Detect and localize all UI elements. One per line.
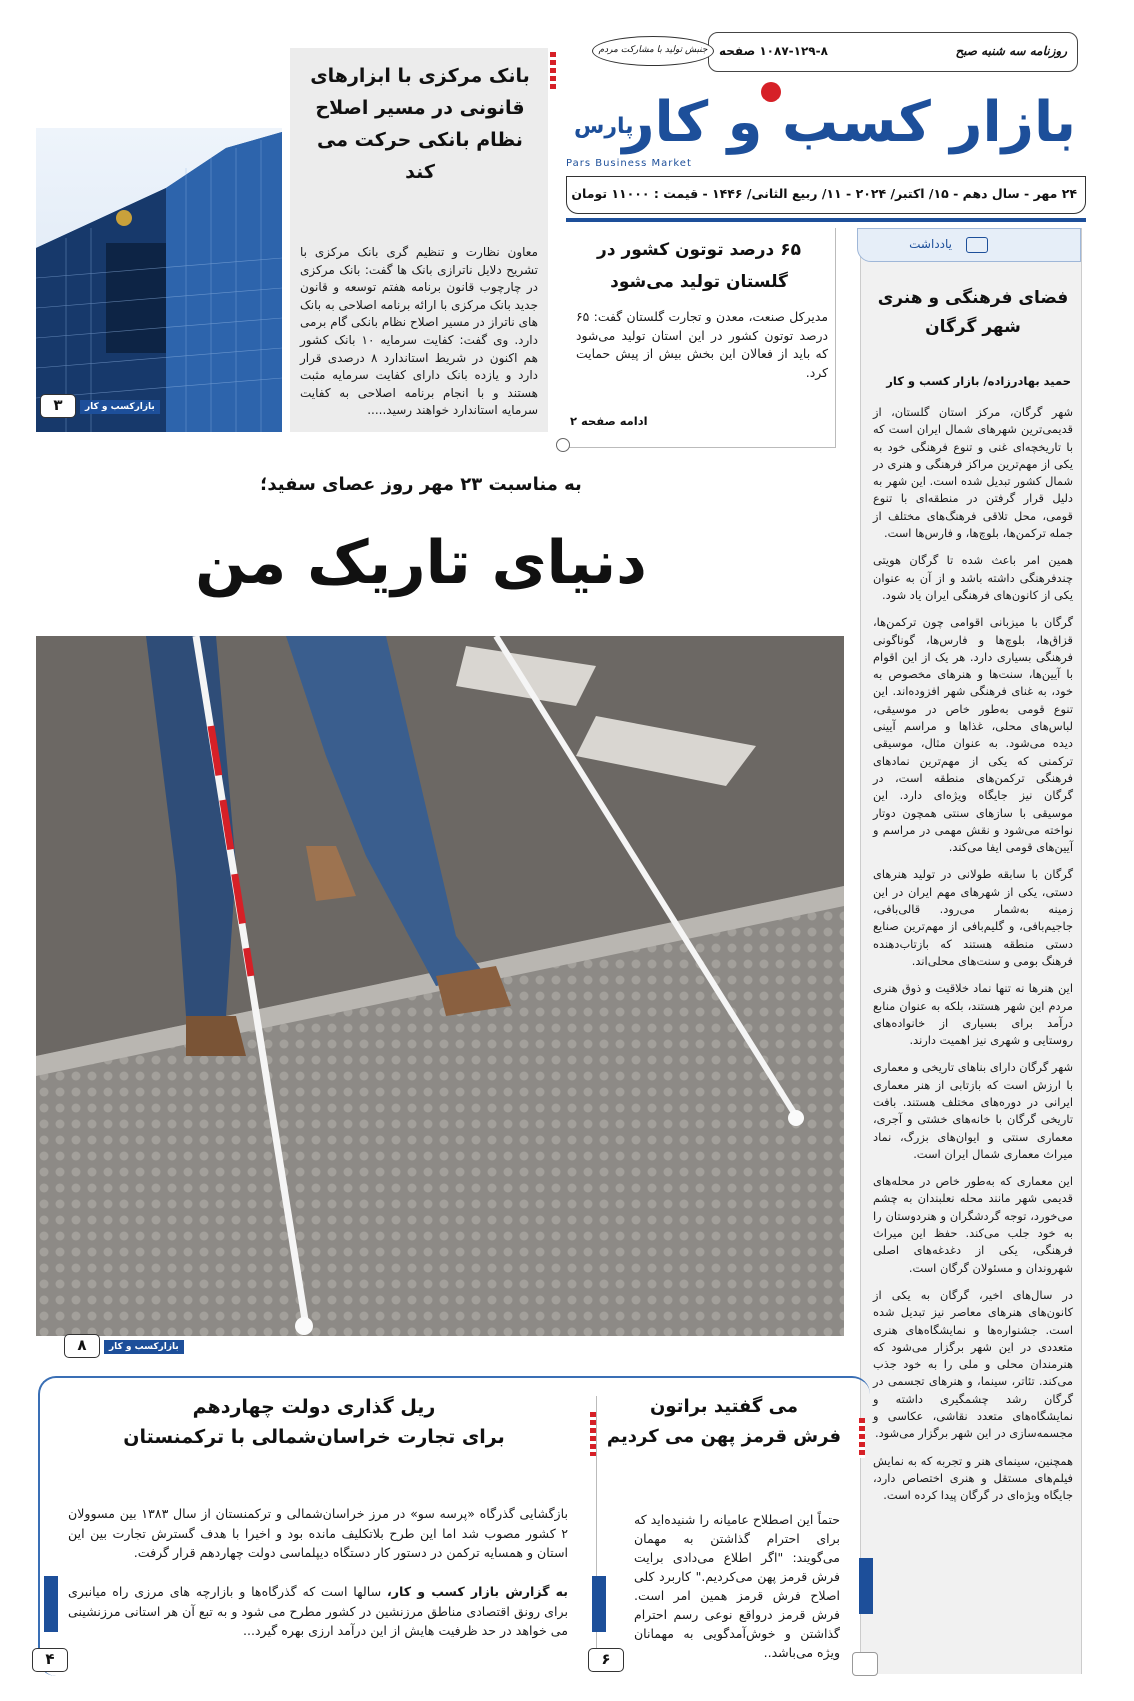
top-story-redbar [550,52,556,92]
bank-building-illustration [36,128,282,432]
masthead [566,28,1086,224]
column-paragraph: در سال‌های اخیر، گرگان به یکی از کانون‌های هنرهای معاصر نیز تبدیل شده است. جشنواره‌ها و نمایشگاه‌های هنری متعددی در این شهر برگزار می‌شود که هنرمندان محلی و ملی را به خود جذب می‌کند. تئاتر، سینما، و هنرهای تجسمی در گرگان رشد چشمگیری داشته و نمایشگاه‌های متعدد نقاشی، عکاسی و مجسمه‌سازی در این شهر برگزار می‌شود. [873,1287,1073,1441]
bank-building-image [36,128,282,432]
tobacco-headline: ۶۵ درصد توتون کشور در گلستان تولید می‌شود [597,240,801,292]
main-story-headline: دنیای تاریک من [195,528,647,598]
carpet-headline-2: فرش قرمز پهن می کردیم [606,1426,842,1447]
rail-paragraph-2 [68,1582,568,1641]
rail-paragraph-2-body: سالها است که گذرگاه‌ها و بازارچه های مرزی راه میانبری برای رونق اقتصادی مناطق مرزنشین در کشور مطرح می شود و به تبع آن هر استانی مرزنشینی می خواهد در حد ظرفیت هایش از این درآمد ارزی بهره گیرد... [68,1584,568,1638]
logo-main: بازار کسب و کار [622,90,1076,155]
top-story-body: معاون نظارت و تنظیم گری بانک مرکزی با تشریح دلایل ناترازی بانک ها گفت: بانک مرکزی در چارچوب قانون برنامه هفتم توسعه و قانون جدید بانک مرکزی با ارائه برنامه اصلاحی به بانک های ناتراز در مسیر اصلاح نظام بانکی گام برمی دارد. وی گفت: کفایت سرمایه ۱۰ بانک کشور هم اکنون در شریط استاندارد ۸ درصدی قرار دارد و یازده بانک دارای کفایت سرمایه مثبت هستند و با انجام برنامه اصلاحی به کفایت سرمایه استاندارد خواهند رسید..... [300,245,538,418]
carpet-story [601,1392,850,1676]
column-paragraph: گرگان با سابقه طولانی در تولید هنرهای دستی، یکی از شهرهای مهم ایران در این زمینه به‌شمار می‌رود. قالی‌بافی، جاجیم‌بافی، و گلیم‌بافی از مهم‌ترین صنایع دستی منطقه هستند که بازتاب‌دهنده فرهنگ بومی و سنت‌های محلی‌اند. [873,867,1073,968]
carpet-body: حتماً این اصطلاح عامیانه را شنیده‌اید که برای احترام گذاشتن به مهمان می‌گویند: "اگر اطلاع می‌دادی برایت فرش قرمز پهن می‌کردیم." کاربرد کلی اصلاح فرش قرمز همین امر است. فرش قرمز درواقع نوعی رسم احترام گذاشتن و خوش‌آمدگویی به مهمانان ویژه می‌باشد.. [634,1512,840,1660]
column-paragraph: همین امر باعث شده تا گرگان هویتی چندفرهنگی داشته باشد و از آن به عنوان یکی از کانون‌های فرهنگی ایران یاد شود. [873,553,1073,602]
column-paragraph: شهر گرگان دارای بناهای تاریخی و معماری با ارزش است که بازتابی از هنر معماری ایرانی در دوره‌های مختلف هستند. بافت تاریخی گرگان با خانه‌های خشتی و آجری، معماری سنتی و ایوان‌های بزرگ، نماد میراث معماری شمال ایران است. [873,1060,1073,1161]
main-story [36,460,846,1372]
masthead-rule [566,218,1086,222]
carpet-vertical-logo [592,1576,606,1632]
column-paragraph: شهر گرگان، مرکز استان گلستان، از قدیمی‌ترین شهرهای شمال ایران است که با تاریخچه‌ای غنی و تنوع فرهنگی خود به یکی از مهم‌ترین مراکز فرهنگی و هنری در شمال کشور تبدیل شده است. این شهر به دلیل قرار گرفتن در منطقه‌ای با تنوع قومی، محل تلاقی فرهنگ‌های مختلف از جمله ترکمن‌ها، بلوچ‌ها، و فارس‌ها است. [873,405,1073,541]
column-paragraph: همچنین، سینمای هنر و تجربه که به نمایش فیلم‌های مستقل و هنری اختصاص دارد، جایگاه ویژه‌ای در گرگان پیدا کرده است. [873,1453,1073,1503]
column-title: فضای فرهنگی و هنری شهر گرگان [877,288,1069,337]
top-story-page-number[interactable]: ۳ [40,394,76,418]
bottom-redbar [590,1412,596,1456]
date-line [566,176,1086,214]
white-cane-photo [36,636,844,1336]
logo-sub: پارس [574,114,634,139]
column-paragraph: این معماری که به‌طور خاص در محله‌های قدیمی شهر مانند محله نعلبندان به چشم می‌خورد، توجه گردشگران و هنردوستان را به خود جلب می‌کند. حفظ این میراث فرهنگی، یکی از دغدغه‌های اصلی شهروندان و مسئولان گرگان است. [873,1174,1073,1275]
opinion-column [860,228,1082,1674]
paper-type: روزنامه سه شنبه صبح [955,44,1067,58]
carpet-page-number[interactable]: ۶ [588,1648,624,1672]
tobacco-dot-icon [556,438,570,452]
logo [566,78,1086,188]
slogan-stamp [592,36,714,66]
white-cane-illustration [36,636,844,1336]
top-story-headline: بانک مرکزی با ابزارهای قانونی در مسیر اصلاح نظام بانکی حرکت می کند [310,65,530,183]
issue-info: ۱۰۸۷-۱۲۹-۸ صفحه [719,44,828,58]
tobacco-continued[interactable]: ادامه صفحه ۲ [570,414,648,428]
carpet-headline-1: می گفتید براتون [650,1396,798,1417]
tobacco-story [562,228,836,448]
note-icon [966,237,988,253]
column-body [873,404,1073,1515]
rail-page-number[interactable]: ۴ [32,1648,68,1672]
rail-paragraph-2-lead: به گزارش بازار کسب و کار، [386,1584,568,1599]
stamp-text: جنبش تولید با مشارکت مردم [598,45,708,55]
logo-en: Pars Business Market [566,158,692,169]
main-story-page-number[interactable]: ۸ [64,1334,100,1358]
top-story-minilogo: بازارکسب و کار [80,400,160,414]
tobacco-body: مدیرکل صنعت، معدن و تجارت گلستان گفت: ۶۵ درصد توتون کشور در این استان تولید می‌شود که باید از فعالان این بخش بیش از پیش حمایت کرد. [576,309,828,380]
column-paragraph: این هنرها نه تنها نماد خلاقیت و ذوق هنری مردم این شهر هستند، بلکه به عنوان منابع درآمد برای بسیاری از خانواده‌های روستایی و شهری نیز اهمیت دارند. [873,981,1073,1048]
column-bottom-tab [852,1652,878,1676]
rail-vertical-logo [44,1576,58,1632]
logo-en-bar [566,158,716,172]
main-story-minilogo: بازارکسب و کار [104,1340,184,1354]
issue-info-box [708,32,1078,72]
rail-story [44,1392,584,1676]
column-tab [857,228,1081,262]
column-paragraph: گرگان با میزبانی اقوامی چون ترکمن‌ها، قزاق‌ها، بلوچ‌ها و فارس‌ها، گوناگونی فرهنگی بسیاری دارد. هر یک از این اقوام با آیین‌ها، سنت‌ها و هنرهای مخصوص به خود، به غنای فرهنگی شهر افزوده‌اند. این تنوع قومی به‌طور خاص در موسیقی، لباس‌های محلی، غذاها و مراسم آیینی دیده می‌شود. به عنوان مثال، موسیقی ترکمنی که یکی از مهم‌ترین نمادهای فرهنگی ترکمن‌های منطقه است، در گرگان نیز جایگاه ویژه‌ای دارد. این موسیقی با سازهای سنتی همچون دوتار نواخته می‌شود و نقش مهمی در مراسم و آیین‌های قومی ایفا می‌کند. [873,615,1073,855]
rail-headline-2: برای تجارت خراسان‌شمالی با ترکمنستان [123,1426,505,1448]
rail-headline-1: ریل گذاری دولت چهاردهم [192,1396,436,1418]
date-text: ۲۴ مهر - سال دهم - ۱۵/ اکتبر/ ۲۰۲۴ - ۱۱/ ربیع الثانی/ ۱۴۴۶ - قیمت : ۱۱۰۰۰ تومان [571,186,1077,201]
top-story [36,48,558,448]
column-tab-label: یادداشت [909,237,952,251]
main-story-kicker: به مناسبت ۲۳ مهر روز عصای سفید؛ [260,474,582,495]
rail-paragraph-1: بازگشایی گذرگاه «پرسه سو» در مرز خراسان‌شمالی و ترکمنستان از سال ۱۳۸۳ بین مسوولان ۲ کشور مصوب شد اما این طرح بلاتکلیف مانده بود و اخیرا با هدف گسترش تجارت بین این استان و همسایه ترکمن در دستور کار دستگاه دیپلماسی دولت چهاردهم قرار گرفت. [68,1506,568,1560]
column-byline: حمید بهادرزاده/ بازار کسب و کار [886,374,1071,388]
